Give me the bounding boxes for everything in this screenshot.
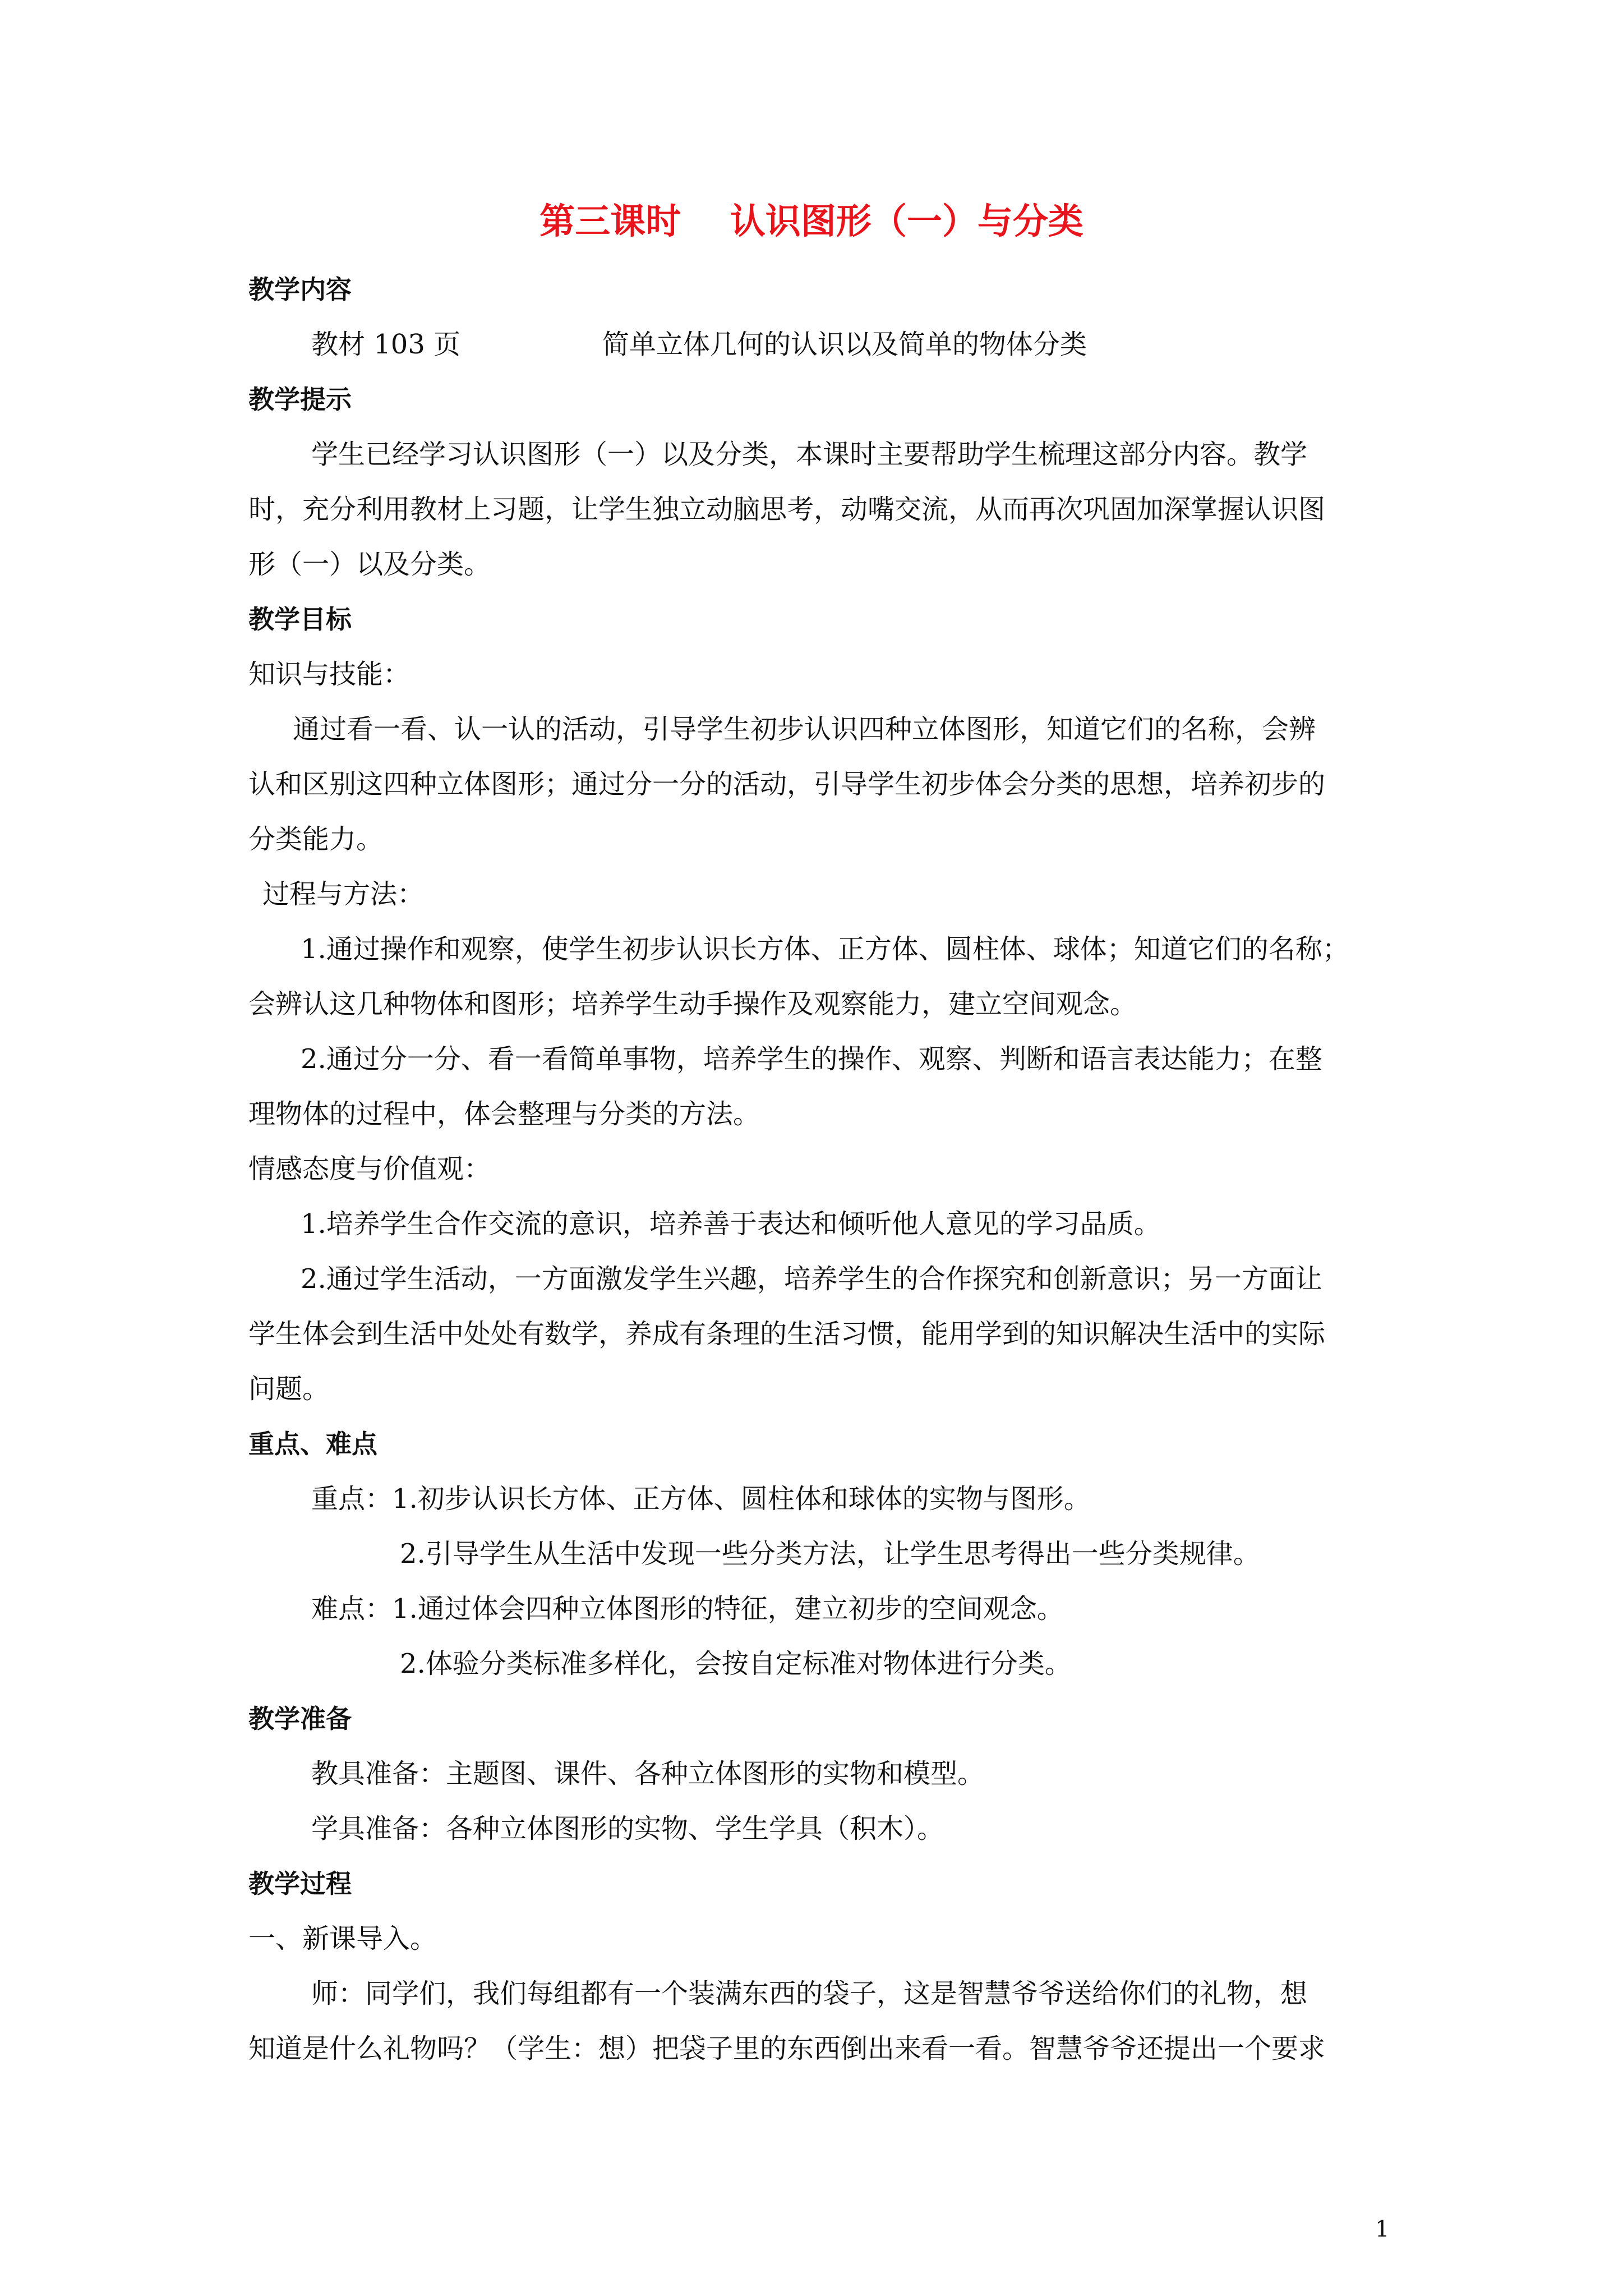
paragraph-line: 2.体验分类标准多样化，会按自定标准对物体进行分类。 xyxy=(400,1648,1072,1680)
paragraph-line: 知道是什么礼物吗？（学生：想）把袋子里的东西倒出来看一看。智慧爷爷还提出一个要求 xyxy=(248,2033,1326,2064)
heading-teaching-tips: 教学提示 xyxy=(248,384,352,415)
paragraph-line: 难点：1.通过体会四种立体图形的特征，建立初步的空间观念。 xyxy=(311,1593,1064,1625)
paragraph-line: 学生已经学习认识图形（一）以及分类，本课时主要帮助学生梳理这部分内容。教学 xyxy=(311,439,1308,470)
paragraph-line: 问题。 xyxy=(248,1373,330,1405)
paragraph-line: 2.引导学生从生活中发现一些分类方法，让学生思考得出一些分类规律。 xyxy=(400,1538,1260,1570)
heading-teaching-goals: 教学目标 xyxy=(248,604,352,634)
paragraph-line: 1.培养学生合作交流的意识，培养善于表达和倾听他人意见的学习品质。 xyxy=(301,1208,1161,1240)
paragraph-line: 形（一）以及分类。 xyxy=(248,549,491,580)
paragraph-line: 会辨认这几种物体和图形；培养学生动手操作及观察能力，建立空间观念。 xyxy=(248,988,1137,1020)
textbook-topic: 简单立体几何的认识以及简单的物体分类 xyxy=(602,329,1087,360)
paragraph-line: 重点：1.初步认识长方体、正方体、圆柱体和球体的实物与图形。 xyxy=(311,1483,1091,1515)
paragraph-line: 2.通过学生活动，一方面激发学生兴趣，培养学生的合作探究和创新意识；另一方面让 xyxy=(301,1263,1322,1295)
heading-teaching-content: 教学内容 xyxy=(248,274,352,305)
paragraph-line: 教具准备：主题图、课件、各种立体图形的实物和模型。 xyxy=(311,1758,985,1789)
document-title: 第三课时 认识图形（一）与分类 xyxy=(540,201,1083,242)
paragraph-line: 认和区别这四种立体图形；通过分一分的活动，引导学生初步体会分类的思想，培养初步的 xyxy=(248,769,1326,800)
page-number: 1 xyxy=(1375,2216,1390,2242)
paragraph-line: 学具准备：各种立体图形的实物、学生学具（积木）。 xyxy=(311,1813,944,1844)
heading-key-difficult-points: 重点、难点 xyxy=(248,1429,377,1459)
subheading-attitude-values: 情感态度与价值观： xyxy=(248,1153,491,1185)
paragraph-line: 1.通过操作和观察，使学生初步认识长方体、正方体、圆柱体、球体；知道它们的名称； xyxy=(301,933,1349,965)
paragraph-line: 2.通过分一分、看一看简单事物，培养学生的操作、观察、判断和语言表达能力；在整 xyxy=(301,1043,1322,1075)
subheading-knowledge-skills: 知识与技能： xyxy=(248,659,411,690)
paragraph-line: 分类能力。 xyxy=(248,823,384,855)
paragraph-line: 时，充分利用教材上习题，让学生独立动脑思考，动嘴交流，从而再次巩固加深掌握认识图 xyxy=(248,494,1326,525)
paragraph-line: 师：同学们，我们每组都有一个装满东西的袋子，这是智慧爷爷送给你们的礼物，想 xyxy=(311,1978,1308,2009)
textbook-page-ref: 教材 103 页 xyxy=(311,329,461,360)
heading-teaching-preparation: 教学准备 xyxy=(248,1704,352,1734)
subheading-process-methods: 过程与方法： xyxy=(262,878,425,910)
paragraph-line: 理物体的过程中，体会整理与分类的方法。 xyxy=(248,1098,760,1130)
paragraph-line: 通过看一看、认一认的活动，引导学生初步认识四种立体图形，知道它们的名称，会辨 xyxy=(293,714,1316,745)
paragraph-line: 学生体会到生活中处处有数学，养成有条理的生活习惯，能用学到的知识解决生活中的实际 xyxy=(248,1318,1326,1350)
section-new-lesson-intro: 一、新课导入。 xyxy=(248,1923,437,1954)
heading-teaching-process: 教学过程 xyxy=(248,1869,352,1899)
